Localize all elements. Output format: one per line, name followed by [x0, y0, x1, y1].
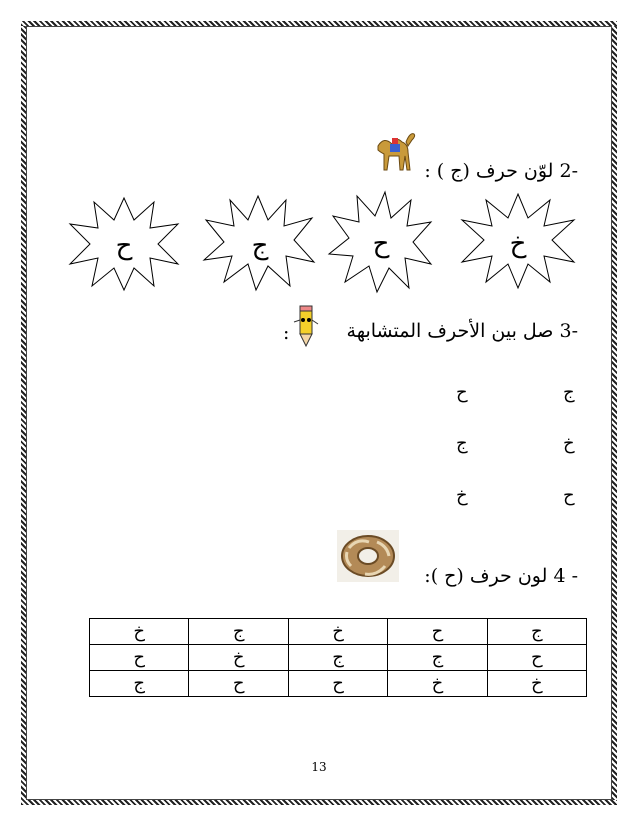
grid-cell[interactable]: ج: [189, 619, 288, 645]
star-letter-4[interactable]: [66, 194, 182, 294]
star-letter-4-text: ح: [115, 231, 133, 261]
grid-cell[interactable]: ح: [189, 671, 288, 697]
grid-cell[interactable]: ح: [90, 645, 189, 671]
grid-cell[interactable]: ج: [288, 645, 387, 671]
grid-cell[interactable]: خ: [487, 671, 586, 697]
grid-cell[interactable]: خ: [90, 619, 189, 645]
match-left-2[interactable]: ج: [456, 433, 468, 454]
page-number: 13: [311, 760, 327, 774]
section4-title: - 4 لون حرف (ح ):: [424, 565, 578, 587]
star-letter-3[interactable]: [200, 192, 318, 294]
grid-cell[interactable]: ج: [388, 645, 487, 671]
camel-icon: [370, 124, 418, 174]
star-letter-3-text: ج: [251, 231, 269, 261]
table-row: [90, 645, 587, 671]
grid-cell[interactable]: ج: [487, 619, 586, 645]
star-letter-2-text: ح: [372, 229, 390, 259]
grid-cell[interactable]: ج: [90, 671, 189, 697]
match-right-1[interactable]: ج: [563, 382, 575, 403]
grid-cell[interactable]: خ: [288, 619, 387, 645]
bread-icon: [337, 530, 399, 582]
grid-cell[interactable]: خ: [388, 671, 487, 697]
star-letter-1[interactable]: [458, 190, 578, 292]
match-right-3[interactable]: ح: [563, 485, 575, 506]
letter-grid: [89, 618, 587, 697]
grid-cell[interactable]: ح: [388, 619, 487, 645]
star-letter-2[interactable]: [325, 188, 435, 296]
grid-cell[interactable]: ح: [288, 671, 387, 697]
match-left-3[interactable]: خ: [456, 485, 468, 506]
match-left-1[interactable]: ح: [456, 382, 468, 403]
section3-title: -3 صل بين الأحرف المتشابهة: [346, 320, 578, 342]
table-row: [90, 671, 587, 697]
grid-cell[interactable]: ح: [487, 645, 586, 671]
grid-cell[interactable]: خ: [189, 645, 288, 671]
match-right-2[interactable]: خ: [563, 433, 575, 454]
section2-title: -2 لوّن حرف (ج ) :: [424, 160, 578, 182]
star-letter-1-text: خ: [509, 229, 527, 259]
table-row: [90, 619, 587, 645]
pencil-icon: [290, 304, 322, 348]
section3-colon: :: [283, 322, 290, 344]
